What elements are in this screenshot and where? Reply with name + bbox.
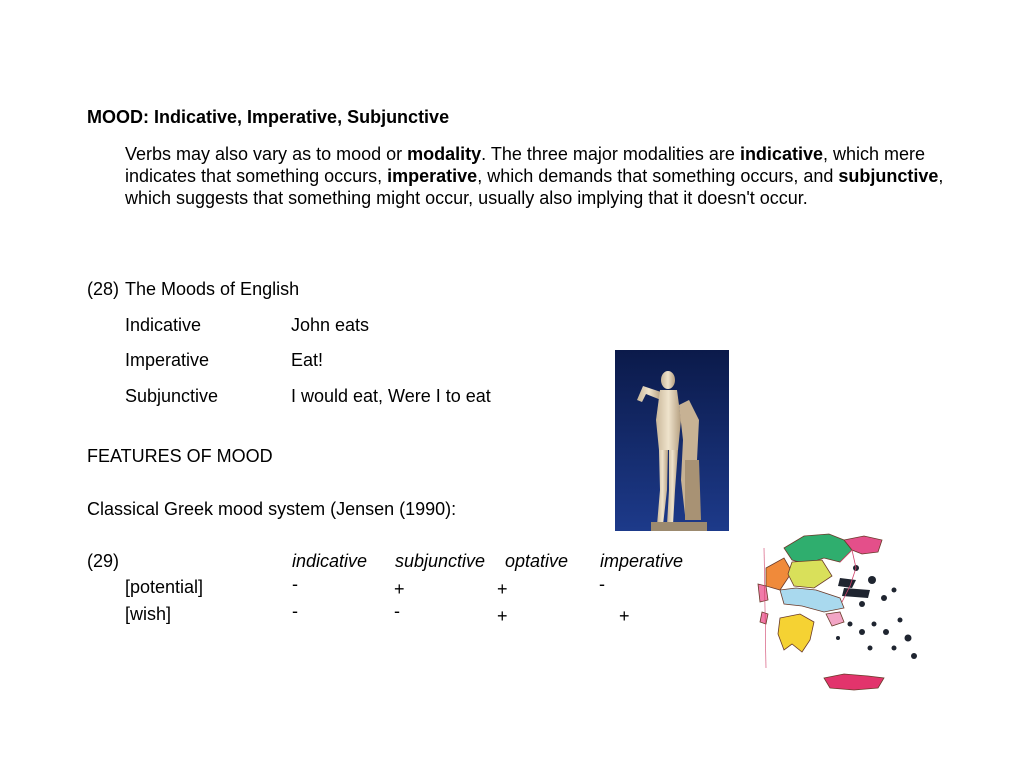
page-heading: MOOD: Indicative, Imperative, Subjunctive xyxy=(87,107,450,127)
feature-value: + xyxy=(619,606,630,626)
intro-text-1: Verbs may also vary as to mood or xyxy=(125,144,408,164)
intro-paragraph xyxy=(125,143,945,209)
feature-value: + xyxy=(497,606,508,626)
greek-system-line: Classical Greek mood system (Jensen (1990): xyxy=(87,499,457,519)
column-header: imperative xyxy=(600,551,684,571)
feature-value: - xyxy=(292,574,298,594)
mood-label: Indicative xyxy=(125,315,202,335)
mood-example: John eats xyxy=(291,315,370,335)
intro-text-3: , which mere indicates that something occurs, xyxy=(125,144,926,186)
greece-map-image xyxy=(744,528,922,696)
hermes-statue-image xyxy=(615,350,729,531)
column-header: indicative xyxy=(292,551,368,571)
term-subjunctive: subjunctive xyxy=(838,166,939,186)
intro-text-4: , which demands that something occurs, and xyxy=(477,166,839,186)
feature-value: - xyxy=(394,601,400,621)
intro-text-2: . The three major modalities are xyxy=(481,144,740,164)
column-header: subjunctive xyxy=(395,551,486,571)
mood-label: Subjunctive xyxy=(125,386,219,406)
intro-text-5: , which suggests that something might occur, usually also implying that it doesn't occur. xyxy=(125,166,944,208)
term-modality: modality xyxy=(407,144,482,164)
feature-label: [wish] xyxy=(125,604,172,624)
feature-value: + xyxy=(394,579,405,599)
example-28-title: The Moods of English xyxy=(125,279,300,299)
term-indicative: indicative xyxy=(739,144,823,164)
feature-label: [potential] xyxy=(125,577,204,597)
mood-example: Eat! xyxy=(291,350,324,370)
features-heading: FEATURES OF MOOD xyxy=(87,446,273,466)
mood-example: I would eat, Were I to eat xyxy=(291,386,491,406)
example-28-number: (28) xyxy=(87,279,120,299)
column-header: optative xyxy=(505,551,569,571)
example-29-number: (29) xyxy=(87,551,120,571)
feature-value: - xyxy=(599,574,605,594)
term-imperative: imperative xyxy=(387,166,478,186)
feature-value: - xyxy=(292,601,298,621)
feature-value: + xyxy=(497,579,508,599)
mood-label: Imperative xyxy=(125,350,210,370)
